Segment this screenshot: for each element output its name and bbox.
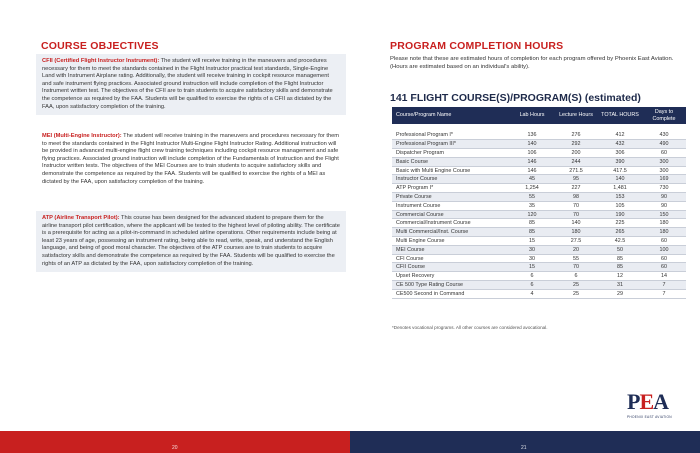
cell-days: 7 (642, 289, 686, 298)
cell-lab: 146 (510, 157, 554, 166)
cell-lab: 146 (510, 166, 554, 175)
table-title: 141 FLIGHT COURSE(S)/PROGRAM(S) (estimated) (390, 92, 641, 104)
cell-name: Instrument Course (392, 201, 510, 210)
cell-name: Multi Engine Course (392, 237, 510, 246)
objective-term: MEI (Multi-Engine Instructor): (42, 133, 122, 139)
cell-lab: 4 (510, 289, 554, 298)
course-objectives-title: COURSE OBJECTIVES (41, 40, 159, 52)
table-header-row (392, 107, 686, 124)
cell-total: 42.5 (598, 237, 642, 246)
cell-lecture: 70 (554, 201, 598, 210)
cell-lab: 35 (510, 201, 554, 210)
cell-days: 180 (642, 228, 686, 237)
cell-lab: 30 (510, 245, 554, 254)
logo-letters (627, 391, 683, 413)
cell-name: MEI Course (392, 245, 510, 254)
cell-name: Private Course (392, 193, 510, 202)
objective-term: CFII (Certified Flight Instructor Instrument): (42, 58, 160, 64)
cell-lab: 45 (510, 175, 554, 184)
cell-lecture: 25 (554, 289, 598, 298)
cell-lecture: 95 (554, 175, 598, 184)
cell-name: Instructor Course (392, 175, 510, 184)
objective-term: ATP (Airline Transport Pilot): (42, 215, 120, 221)
table-row (392, 184, 686, 193)
cell-days: 730 (642, 184, 686, 193)
cell-lab: 55 (510, 193, 554, 202)
cell-total: 265 (598, 228, 642, 237)
objective-atp (36, 211, 346, 272)
cell-total: 31 (598, 281, 642, 290)
cell-lecture: 180 (554, 228, 598, 237)
pea-logo (627, 391, 683, 425)
cell-days: 169 (642, 175, 686, 184)
logo-letter: A (653, 389, 669, 414)
cell-total: 85 (598, 263, 642, 272)
cell-name: Professional Program I* (392, 131, 510, 140)
table-row (392, 140, 686, 149)
objective-text: This course has been designed for the advanced student to prepare them for the airline transport pilot certification, where the applicant will be tested to the highest level of piloting ability. The certificate is a prerequisite for acting as a pilot-in-command in scheduled airline operations. Other requirements include being at least 23 years of age, possessing an instrument rating, being able to read, write, speak, and understand the English language, and being of good moral character. The objectives of the ATP courses are to train students to acquire satisfactory skills and demonstrate the competence as required by the FAA. Students will be qualified to exercise the rights of an ATP as dictated by the FAA, upon satisfactory completion of the training. (42, 215, 340, 267)
logo-subtitle: PHOENIX EAST AVIATION (627, 415, 672, 419)
footnote: *Denotes vocational programs. All other courses are considered avocational. (392, 325, 548, 330)
cell-lab: 6 (510, 281, 554, 290)
cell-days: 7 (642, 281, 686, 290)
objective-cfii (36, 54, 346, 115)
hours-table (392, 107, 686, 299)
table-row (392, 237, 686, 246)
table-row (392, 175, 686, 184)
cell-lab: 106 (510, 149, 554, 158)
cell-lab: 6 (510, 272, 554, 281)
cell-total: 85 (598, 254, 642, 263)
program-completion-title: PROGRAM COMPLETION HOURS (390, 40, 564, 52)
cell-days: 14 (642, 272, 686, 281)
cell-lab: 15 (510, 237, 554, 246)
cell-lab: 120 (510, 210, 554, 219)
objective-mei (36, 129, 346, 190)
cell-lecture: 271.5 (554, 166, 598, 175)
cell-lecture: 27.5 (554, 237, 598, 246)
cell-lecture: 98 (554, 193, 598, 202)
cell-lecture: 55 (554, 254, 598, 263)
cell-total: 412 (598, 131, 642, 140)
cell-name: CE500 Second in Command (392, 289, 510, 298)
table-row (392, 149, 686, 158)
cell-lecture: 20 (554, 245, 598, 254)
table-row (392, 254, 686, 263)
cell-lab: 140 (510, 140, 554, 149)
objective-text: The student will receive training in the maneuvers and procedures necessary for them to meet the standards contained in the Flight Instructor practical test standards, Single-Engine Land with Instrument Airplane rating. Additionally, the student will receive training in cockpit resource management and safe instrument flying practices. Associated ground instruction will include completion of the Flight Instructor Instrument written test. The objectives of the CFII are to train students to acquire satisfactory skills and demonstrate the competence as required by the FAA. Students will be qualified to exercise the rights of a CFII as dictated by the FAA, upon satisfactory completion of the training. (42, 58, 333, 110)
cell-days: 180 (642, 219, 686, 228)
cell-name: Professional Program III* (392, 140, 510, 149)
col-header-lab: Lab Hours (510, 107, 554, 124)
cell-total: 105 (598, 201, 642, 210)
cell-total: 29 (598, 289, 642, 298)
cell-total: 153 (598, 193, 642, 202)
cell-days: 60 (642, 237, 686, 246)
table-row (392, 272, 686, 281)
cell-total: 12 (598, 272, 642, 281)
col-header-total: TOTAL HOURS (598, 107, 642, 124)
cell-days: 300 (642, 166, 686, 175)
table-row (392, 193, 686, 202)
table-row (392, 289, 686, 298)
table-body (392, 124, 686, 298)
cell-lecture: 70 (554, 263, 598, 272)
left-page (0, 0, 350, 431)
cell-lab: 136 (510, 131, 554, 140)
cell-days: 300 (642, 157, 686, 166)
cell-total: 50 (598, 245, 642, 254)
cell-days: 90 (642, 193, 686, 202)
page-number-left: 20 (172, 445, 178, 451)
cell-name: Commercial/Instrument Course (392, 219, 510, 228)
table-row (392, 219, 686, 228)
table-row (392, 263, 686, 272)
cell-days: 150 (642, 210, 686, 219)
right-page (350, 0, 700, 431)
page-number-right: 21 (521, 445, 527, 451)
cell-lab: 85 (510, 219, 554, 228)
cell-total: 225 (598, 219, 642, 228)
cell-total: 390 (598, 157, 642, 166)
cell-lecture: 244 (554, 157, 598, 166)
intro-text: Please note that these are estimated hours of completion for each program offered by Phoenix East Aviation. (Hours are estimated based on an individual's ability). (390, 56, 674, 70)
cell-total: 140 (598, 175, 642, 184)
table-row (392, 210, 686, 219)
cell-total: 306 (598, 149, 642, 158)
cell-lecture: 200 (554, 149, 598, 158)
cell-days: 90 (642, 201, 686, 210)
cell-days: 60 (642, 263, 686, 272)
cell-name: Upset Recovery (392, 272, 510, 281)
cell-name: Basic Course (392, 157, 510, 166)
col-header-name: Course/Program Name (392, 107, 510, 124)
cell-lab: 15 (510, 263, 554, 272)
logo-letter: P (627, 389, 640, 414)
cell-name: Commercial Course (392, 210, 510, 219)
cell-days: 60 (642, 149, 686, 158)
cell-lab: 1,254 (510, 184, 554, 193)
cell-days: 430 (642, 131, 686, 140)
table-row (392, 157, 686, 166)
table-row (392, 131, 686, 140)
cell-name: Multi Commercial/Inst. Course (392, 228, 510, 237)
logo-letter: E (639, 389, 654, 414)
cell-total: 432 (598, 140, 642, 149)
cell-lab: 30 (510, 254, 554, 263)
table-row (392, 228, 686, 237)
cell-days: 60 (642, 254, 686, 263)
cell-total: 417.5 (598, 166, 642, 175)
cell-total: 1,481 (598, 184, 642, 193)
cell-name: CFI Course (392, 254, 510, 263)
table-row (392, 201, 686, 210)
cell-name: Dispatcher Program (392, 149, 510, 158)
table-row (392, 245, 686, 254)
cell-days: 490 (642, 140, 686, 149)
cell-name: ATP Program I* (392, 184, 510, 193)
cell-lecture: 292 (554, 140, 598, 149)
cell-lecture: 140 (554, 219, 598, 228)
cell-lab: 85 (510, 228, 554, 237)
cell-lecture: 6 (554, 272, 598, 281)
cell-name: Basic with Multi Engine Course (392, 166, 510, 175)
objective-text: The student will receive training in the maneuvers and procedures necessary for them to meet the standards contained in the Flight Instructor Multi-Engine Flight Instructor Rating. Additional instruction will be provided in advanced multi-engine flight crew training techniques including cockpit resource management and safe flying practices. Associated ground instruction will include completion of the Fundamentals of Instruction and the Flight Instructor written tests. The objectives of the MEI Courses are to train students to acquire satisfactory skills and demonstrate the competence as required by the FAA. Students will be qualified to exercise the rights of a MEI as dictated by the FAA, upon satisfactory completion of the training. (42, 133, 340, 185)
cell-lecture: 70 (554, 210, 598, 219)
table-row (392, 281, 686, 290)
cell-total: 190 (598, 210, 642, 219)
cell-lecture: 276 (554, 131, 598, 140)
col-header-days: Days to Complete (642, 107, 686, 124)
col-header-lecture: Lecture Hours (554, 107, 598, 124)
table-row (392, 166, 686, 175)
cell-name: CFII Course (392, 263, 510, 272)
cell-days: 100 (642, 245, 686, 254)
cell-lecture: 25 (554, 281, 598, 290)
cell-name: CE 500 Type Rating Course (392, 281, 510, 290)
cell-lecture: 227 (554, 184, 598, 193)
